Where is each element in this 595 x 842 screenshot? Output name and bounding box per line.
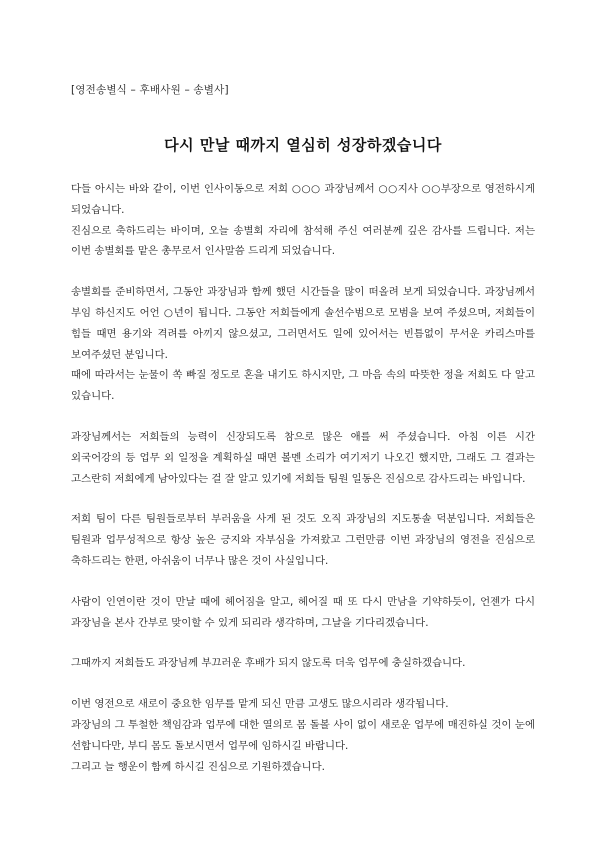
paragraph-2: 진심으로 축하드리는 바이며, 오늘 송별회 자리에 참석해 주신 여러분께 깊은 감사를 드립니다. 저는 이번 송별회를 맡은 총무로서 인사말씀 드리게 되었습니다. — [71, 224, 535, 258]
paragraph-6: 저희 팀이 다른 팀원들로부터 부러움을 사게 된 것도 오직 과장님의 지도통솔 덕분입니다. 저희들은 팀원과 업무성적으로 항상 높은 긍지와 자부심을 가져왔고 그런만큼 이번 과장님의 영전을 진심으로 축하드리는 한편, 아쉬움이 너무나 많은 것이 사실입니다. — [71, 513, 535, 567]
paragraph-spacer — [71, 674, 535, 694]
document-body — [71, 179, 535, 777]
paragraph-spacer — [71, 489, 535, 509]
paragraph-10: 과장님의 그 투철한 책임감과 업무에 대한 열의로 몸 돌볼 사이 없이 새로운 업무에 매진하실 것이 눈에 선합니다만, 부디 몸도 돌보시면서 업무에 임하시길 바랍니다. — [71, 718, 535, 752]
page-title: 다시 만날 때까지 열심히 성장하겠습니다 — [164, 136, 442, 154]
paragraph-1: 다들 아시는 바와 같이, 이번 인사이동으로 저희 ○○○ 과장님께서 ○○지사 ○○부장으로 영전하시게 되었습니다. — [71, 183, 535, 216]
paragraph-11: 그리고 늘 행운이 함께 하시길 진심으로 기원하겠습니다. — [71, 760, 325, 773]
paragraph-spacer — [71, 262, 535, 282]
paragraph-7: 사람이 인연이란 것이 만날 때에 헤어짐을 알고, 헤어질 때 또 다시 만남을 기약하듯이, 언젠가 다시 과장님을 본사 간부로 맞이할 수 있게 되리라 생각하며, 그날을 기다리겠습니다. — [71, 595, 535, 629]
paragraph-9: 이번 영전으로 새로이 중요한 임무를 맡게 되신 만큼 고생도 많으시리라 생각됩니다. — [71, 698, 449, 711]
paragraph-spacer — [71, 633, 535, 653]
paragraph-8: 그때까지 저희들도 과장님께 부끄러운 후배가 되지 않도록 더욱 업무에 충실하겠습니다. — [71, 657, 466, 670]
paragraph-spacer — [71, 572, 535, 592]
paragraph-4: 때에 따라서는 눈물이 쏙 빠질 정도로 혼을 내기도 하시지만, 그 마음 속의 따뜻한 정을 저희도 다 알고 있습니다. — [71, 369, 535, 403]
paragraph-spacer — [71, 407, 535, 427]
paragraph-5: 과장님께서는 저희들의 능력이 신장되도록 참으로 많은 애를 써 주셨습니다. 아침 이른 시간 외국어강의 등 업무 외 일정을 계획하실 때면 볼멘 소리가 여기저기 나오긴 했지만, 그래도 그 결과는 고스란히 저희에게 남아있다는 걸 잘 알고 있기에 저희들 팀원 일동은 진심으로 감사드리는 바입니다. — [71, 430, 535, 485]
header-tag: [영전송별식 – 후배사원 – 송별사] — [71, 84, 229, 96]
paragraph-3: 송별회를 준비하면서, 그동안 과장님과 함께 했던 시간들을 많이 떠올려 보게 되었습니다. 과장님께서 부임 하신지도 어언 ○년이 됩니다. 그동안 저희들에게 솔선수범으로 모범을 보여 주셨으며, 저희들이 힘들 때면 용기와 격려를 아끼지 않으셨고, 그러면서도 일에 있어서는 빈틈없이 무서운 카리스마를 보여주셨던 분입니다. — [71, 286, 535, 361]
